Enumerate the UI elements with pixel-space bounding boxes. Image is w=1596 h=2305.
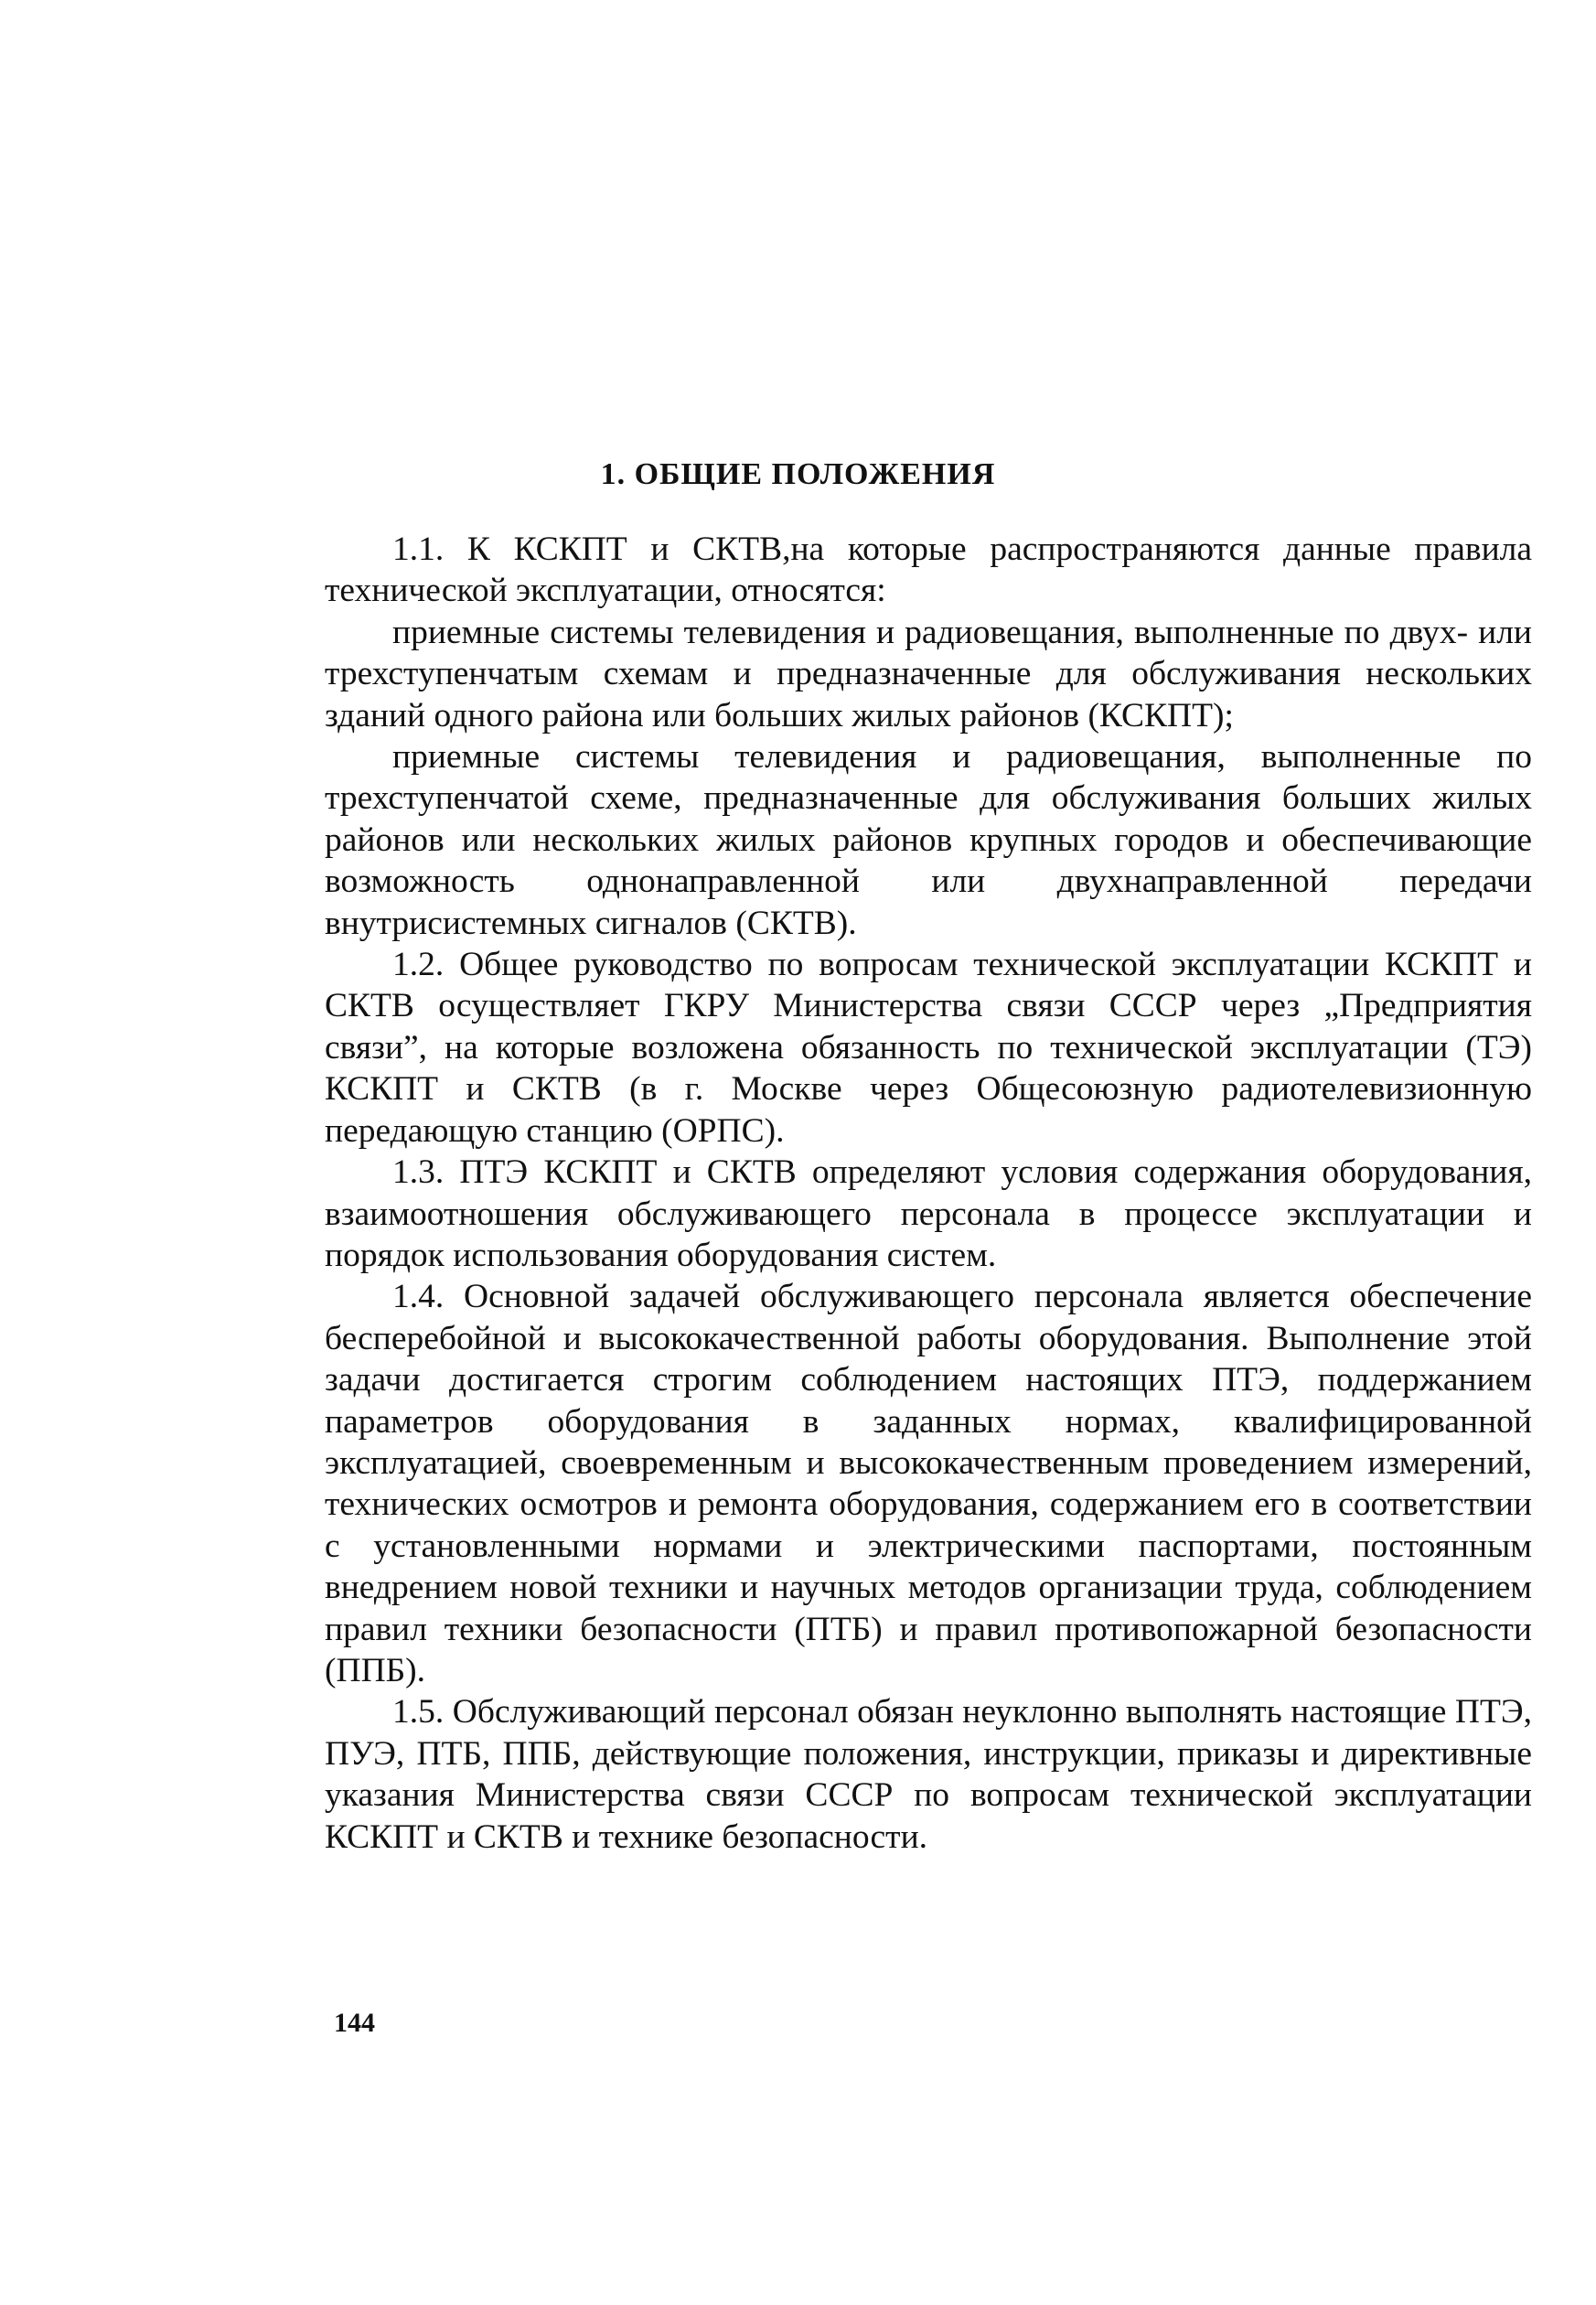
paragraph-1-5: 1.5. Обслуживающий персонал обязан неуклонно выполнять настоящие ПТЭ, ПУЭ, ПТБ, ППБ, действующие положения, инструкции, приказы и директивные указания Министерства связи СССР по вопросам технической эксплуатации КСКПТ и СКТВ и технике безопасности. — [325, 1693, 1532, 1856]
section-heading: 1. ОБЩИЕ ПОЛОЖЕНИЯ — [600, 457, 996, 491]
paragraph-sktv-definition: приемные системы телевидения и радиовещания, выполненные по трехступенчатой схеме, предназначенные для обслуживания больших жилых районов или нескольких жилых районов крупных городов и обеспечивающие возможность однонаправленной или двухнаправленной передачи внутрисистемных сигналов (СКТВ). — [325, 738, 1532, 942]
paragraph-1-2: 1.2. Общее руководство по вопросам технической эксплуатации КСКПТ и СКТВ осуществляет ГКРУ Министерства связи СССР через „Предприятия связи”, на которые возложена обязанность по технической эксплуатации (ТЭ) КСКПТ и СКТВ (в г. Москве через Общесоюзную радиотелевизионную передающую станцию (ОРПС). — [325, 946, 1532, 1150]
paragraph-1-3: 1.3. ПТЭ КСКПТ и СКТВ определяют условия содержания оборудования, взаимоотношения обслуживающего персонала в процессе эксплуатации и порядок использования оборудования систем. — [325, 1153, 1532, 1274]
page-number: 144 — [334, 2008, 375, 2038]
paragraph-1-1: 1.1. К КСКПТ и СКТВ,на которые распространяются данные правила технической эксплуатации, относятся: — [325, 531, 1532, 610]
paragraph-1-4: 1.4. Основной задачей обслуживающего персонала является обеспечение бесперебойной и высококачественной работы оборудования. Выполнение этой задачи достигается строгим соблюдением настоящих ПТЭ, поддержанием параметров оборудования в заданных нормах, квалифицированной эксплуатацией, своевременным и высококачественным проведением измерений, технических осмотров и ремонта оборудования, содержанием его в соответствии с установленными нормами и электрическими паспортами, постоянным внедрением новой техники и научных методов организации труда, соблюдением правил техники безопасности (ПТБ) и правил противопожарной безопасности (ППБ). — [325, 1278, 1532, 1689]
body-text — [325, 529, 1532, 1858]
paragraph-kskpt-definition: приемные системы телевидения и радиовещания, выполненные по двух- или трехступенчатым схемам и предназначенные для обслуживания нескольких зданий одного района или больших жилых районов (КСКПТ); — [325, 613, 1532, 734]
